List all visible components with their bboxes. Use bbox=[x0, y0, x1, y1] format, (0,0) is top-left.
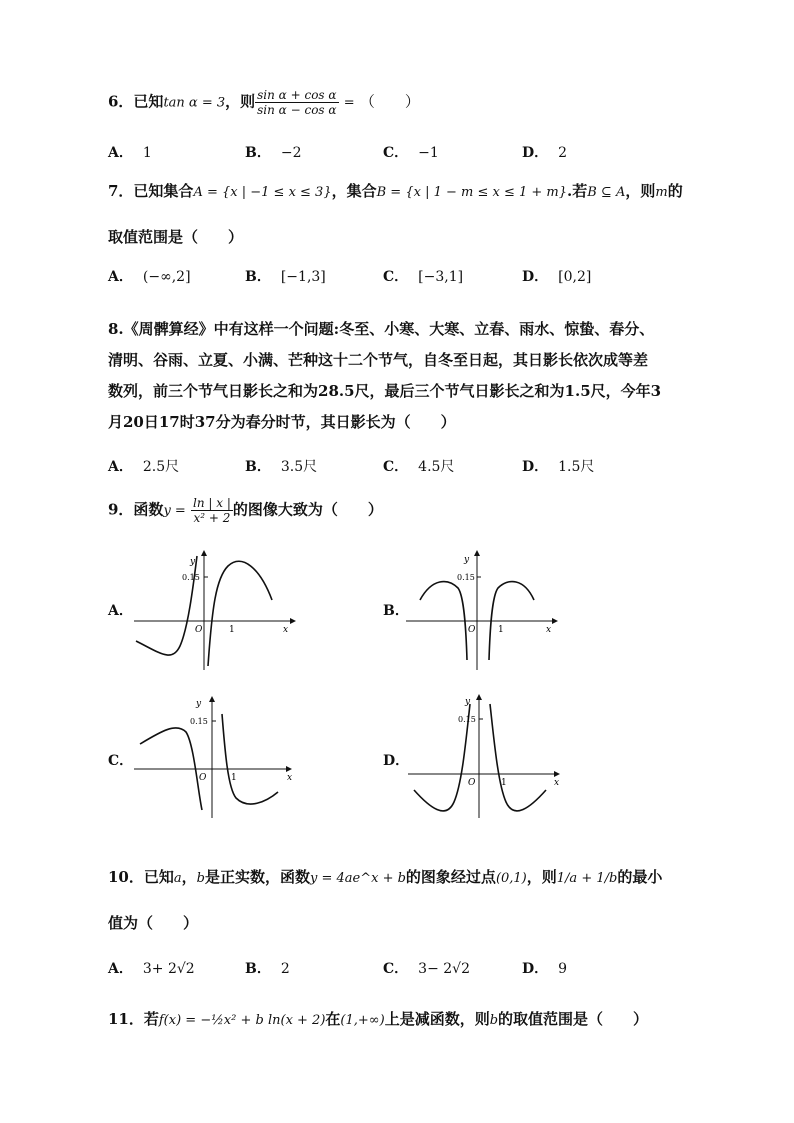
q7-option-d-text: [0,2] bbox=[558, 269, 592, 285]
q6-number: 6．已知 bbox=[108, 92, 164, 111]
q9-graph-b-one: 1 bbox=[498, 625, 504, 635]
q9-rest: 的图像大致为（ ） bbox=[232, 500, 383, 519]
q8-option-a-text: 2.5尺 bbox=[142, 459, 180, 475]
q9-graph-c-tick: 0.15 bbox=[190, 717, 208, 726]
q7-mid1: ，集合 bbox=[331, 182, 377, 200]
q7-option-d bbox=[522, 266, 591, 286]
q10-a: a bbox=[173, 871, 182, 886]
q9-graph-d-y-label: y bbox=[465, 697, 471, 707]
q8-option-a bbox=[108, 456, 179, 476]
q7-var: m bbox=[655, 185, 668, 200]
q7-option-a bbox=[108, 266, 191, 286]
q9-graph-c-letter: C． bbox=[108, 753, 134, 769]
q7-set-a: A = {x | −1 ≤ x ≤ 3} bbox=[193, 185, 332, 200]
q6-frac-den: sin α − cos α bbox=[257, 103, 337, 117]
question-8-line1: 8.《周髀算经》中有这样一个问题:冬至、小寒、大寒、立春、雨水、惊蛰、春分、 bbox=[108, 320, 655, 338]
q7-option-c-text: [−3,1] bbox=[418, 269, 464, 285]
q9-graph-a bbox=[130, 548, 300, 678]
q6-option-c-letter: C． bbox=[383, 145, 409, 161]
q10-option-a-text: 3+ 2√2 bbox=[142, 961, 195, 977]
q6-mid: ，则 bbox=[225, 92, 256, 111]
q8-option-d bbox=[522, 456, 594, 476]
question-10-line2: 值为（ ） bbox=[108, 914, 199, 932]
q9-graph-d bbox=[404, 690, 584, 820]
q10-mid2: 的图象经过点 bbox=[405, 868, 496, 886]
q10-b: b bbox=[196, 871, 205, 886]
q7-option-c-letter: C． bbox=[383, 269, 409, 285]
q6-option-a-letter: A． bbox=[108, 145, 133, 161]
q10-mid3: ，则 bbox=[526, 868, 557, 886]
q9-graph-a-one: 1 bbox=[229, 625, 235, 635]
q7-option-c bbox=[383, 266, 463, 286]
q10-option-d-letter: D． bbox=[522, 961, 549, 977]
q10-option-b-text: 2 bbox=[280, 961, 290, 977]
q9-graph-c-y-label: y bbox=[196, 699, 202, 709]
q9-graph-b-y-label: y bbox=[464, 555, 470, 565]
q9-graph-d-tick: 0.15 bbox=[458, 715, 476, 724]
q10-point: (0,1) bbox=[495, 871, 527, 886]
q6-frac-num: sin α + cos α bbox=[257, 88, 337, 102]
q6-option-c bbox=[383, 142, 439, 162]
q7-option-a-letter: A． bbox=[108, 269, 133, 285]
q10-option-c bbox=[383, 958, 470, 978]
question-8-line2: 清明、谷雨、立夏、小满、芒种这十二个节气，自冬至日起，其日影长依次成等差 bbox=[108, 351, 649, 369]
q9-graph-a-x-label: x bbox=[283, 625, 289, 635]
q8-option-c-letter: C． bbox=[383, 459, 409, 475]
q9-graph-a-origin: O bbox=[195, 625, 203, 635]
q8-option-d-letter: D． bbox=[522, 459, 549, 475]
q10-option-c-text: 3− 2√2 bbox=[418, 961, 470, 977]
q11-mid1: 在 bbox=[325, 1010, 341, 1028]
q10-function: y = 4ae^x + b bbox=[310, 871, 406, 886]
q10-option-a-letter: A． bbox=[108, 961, 133, 977]
q8-option-b-text: 3.5尺 bbox=[280, 459, 318, 475]
q9-graph-d-x-label: x bbox=[554, 778, 560, 788]
question-10-line1 bbox=[108, 866, 662, 887]
q8-option-b bbox=[245, 456, 317, 476]
q7-set-b: B = {x | 1 − m ≤ x ≤ 1 + m} bbox=[376, 185, 568, 200]
q10-option-c-letter: C． bbox=[383, 961, 409, 977]
q9-fraction bbox=[191, 496, 233, 525]
q9-graph-b bbox=[402, 548, 582, 678]
q6-option-a-text: 1 bbox=[142, 145, 152, 161]
q9-graph-b-letter: B． bbox=[383, 603, 409, 619]
q10-intro: 10．已知 bbox=[108, 868, 174, 886]
q9-graph-a-y-label: y bbox=[190, 557, 196, 567]
q9-graph-c-origin: O bbox=[199, 773, 207, 783]
q6-condition: tan α = 3 bbox=[163, 95, 226, 111]
q8-option-c bbox=[383, 456, 454, 476]
q8-option-b-letter: B． bbox=[245, 459, 271, 475]
q9-graph-b-tick: 0.15 bbox=[457, 573, 475, 582]
q9-graph-d-origin: O bbox=[468, 778, 476, 788]
q11-function: f(x) = −½x² + b ln(x + 2) bbox=[158, 1013, 326, 1028]
q11-interval: (1,+∞) bbox=[340, 1013, 385, 1028]
q9-graph-c-one: 1 bbox=[231, 773, 237, 783]
q9-number: 9．函数 bbox=[108, 500, 164, 519]
q6-fraction bbox=[255, 88, 338, 117]
q6-option-c-text: −1 bbox=[418, 145, 439, 161]
q9-graph-a-tick: 0.15 bbox=[182, 573, 200, 582]
q9-frac-num: ln | x | bbox=[193, 496, 231, 510]
question-7-line2: 取值范围是（ ） bbox=[108, 228, 244, 246]
question-8-line4: 月20日17时37分为春分时节，其日影长为（ ） bbox=[108, 413, 456, 431]
q10-comma: ， bbox=[181, 868, 197, 886]
q7-end: 的 bbox=[667, 182, 683, 200]
q10-option-a bbox=[108, 958, 195, 978]
q10-option-d-text: 9 bbox=[558, 961, 568, 977]
q9-graph-d-letter: D． bbox=[383, 753, 410, 769]
question-6 bbox=[108, 88, 420, 117]
q9-graph-b-origin: O bbox=[468, 625, 476, 635]
question-11 bbox=[108, 1008, 648, 1029]
q8-option-a-letter: A． bbox=[108, 459, 133, 475]
q7-option-b-letter: B． bbox=[245, 269, 271, 285]
q9-graph-c bbox=[130, 692, 310, 822]
q9-graph-a-letter: A． bbox=[108, 603, 133, 619]
q7-option-b bbox=[245, 266, 326, 286]
q6-option-b-letter: B． bbox=[245, 145, 271, 161]
q6-option-d bbox=[522, 142, 567, 162]
q10-option-d bbox=[522, 958, 567, 978]
q11-intro: 11．若 bbox=[108, 1010, 159, 1028]
q9-frac-den: x² + 2 bbox=[193, 511, 231, 525]
q11-end: 的取值范围是（ ） bbox=[498, 1010, 649, 1028]
q6-option-d-text: 2 bbox=[558, 145, 568, 161]
question-7-line1 bbox=[108, 180, 683, 201]
q8-option-c-text: 4.5尺 bbox=[418, 459, 455, 475]
q7-mid2: .若 bbox=[567, 182, 588, 200]
q10-end: 的最小 bbox=[617, 868, 663, 886]
question-9 bbox=[108, 496, 383, 525]
q11-mid2: 上是减函数，则 bbox=[384, 1010, 490, 1028]
q7-mid3: ，则 bbox=[625, 182, 656, 200]
q11-var: b bbox=[489, 1013, 499, 1028]
q6-option-b-text: −2 bbox=[280, 145, 302, 161]
q7-option-b-text: [−1,3] bbox=[280, 269, 326, 285]
q6-option-a bbox=[108, 142, 152, 162]
q6-option-d-letter: D． bbox=[522, 145, 549, 161]
q10-mid1: 是正实数，函数 bbox=[204, 868, 310, 886]
q10-option-b-letter: B． bbox=[245, 961, 271, 977]
q6-blank: （ ） bbox=[359, 92, 420, 111]
q7-option-d-letter: D． bbox=[522, 269, 549, 285]
q10-expression: 1/a + 1/b bbox=[556, 871, 618, 886]
q7-intro: 7．已知集合 bbox=[108, 182, 194, 200]
question-8-line3: 数列，前三个节气日影长之和为28.5尺，最后三个节气日影长之和为1.5尺，今年3 bbox=[108, 382, 662, 400]
q9-graph-c-x-label: x bbox=[287, 773, 293, 783]
q8-option-d-text: 1.5尺 bbox=[558, 459, 595, 475]
q7-option-a-text: (−∞,2] bbox=[142, 269, 191, 285]
q6-equals: = bbox=[343, 95, 355, 111]
q7-condition: B ⊆ A bbox=[587, 185, 626, 200]
q9-graph-b-x-label: x bbox=[546, 625, 552, 635]
q6-option-b bbox=[245, 142, 301, 162]
q10-option-b bbox=[245, 958, 290, 978]
q9-y: y = bbox=[163, 503, 186, 519]
q9-graph-d-one: 1 bbox=[501, 778, 507, 788]
